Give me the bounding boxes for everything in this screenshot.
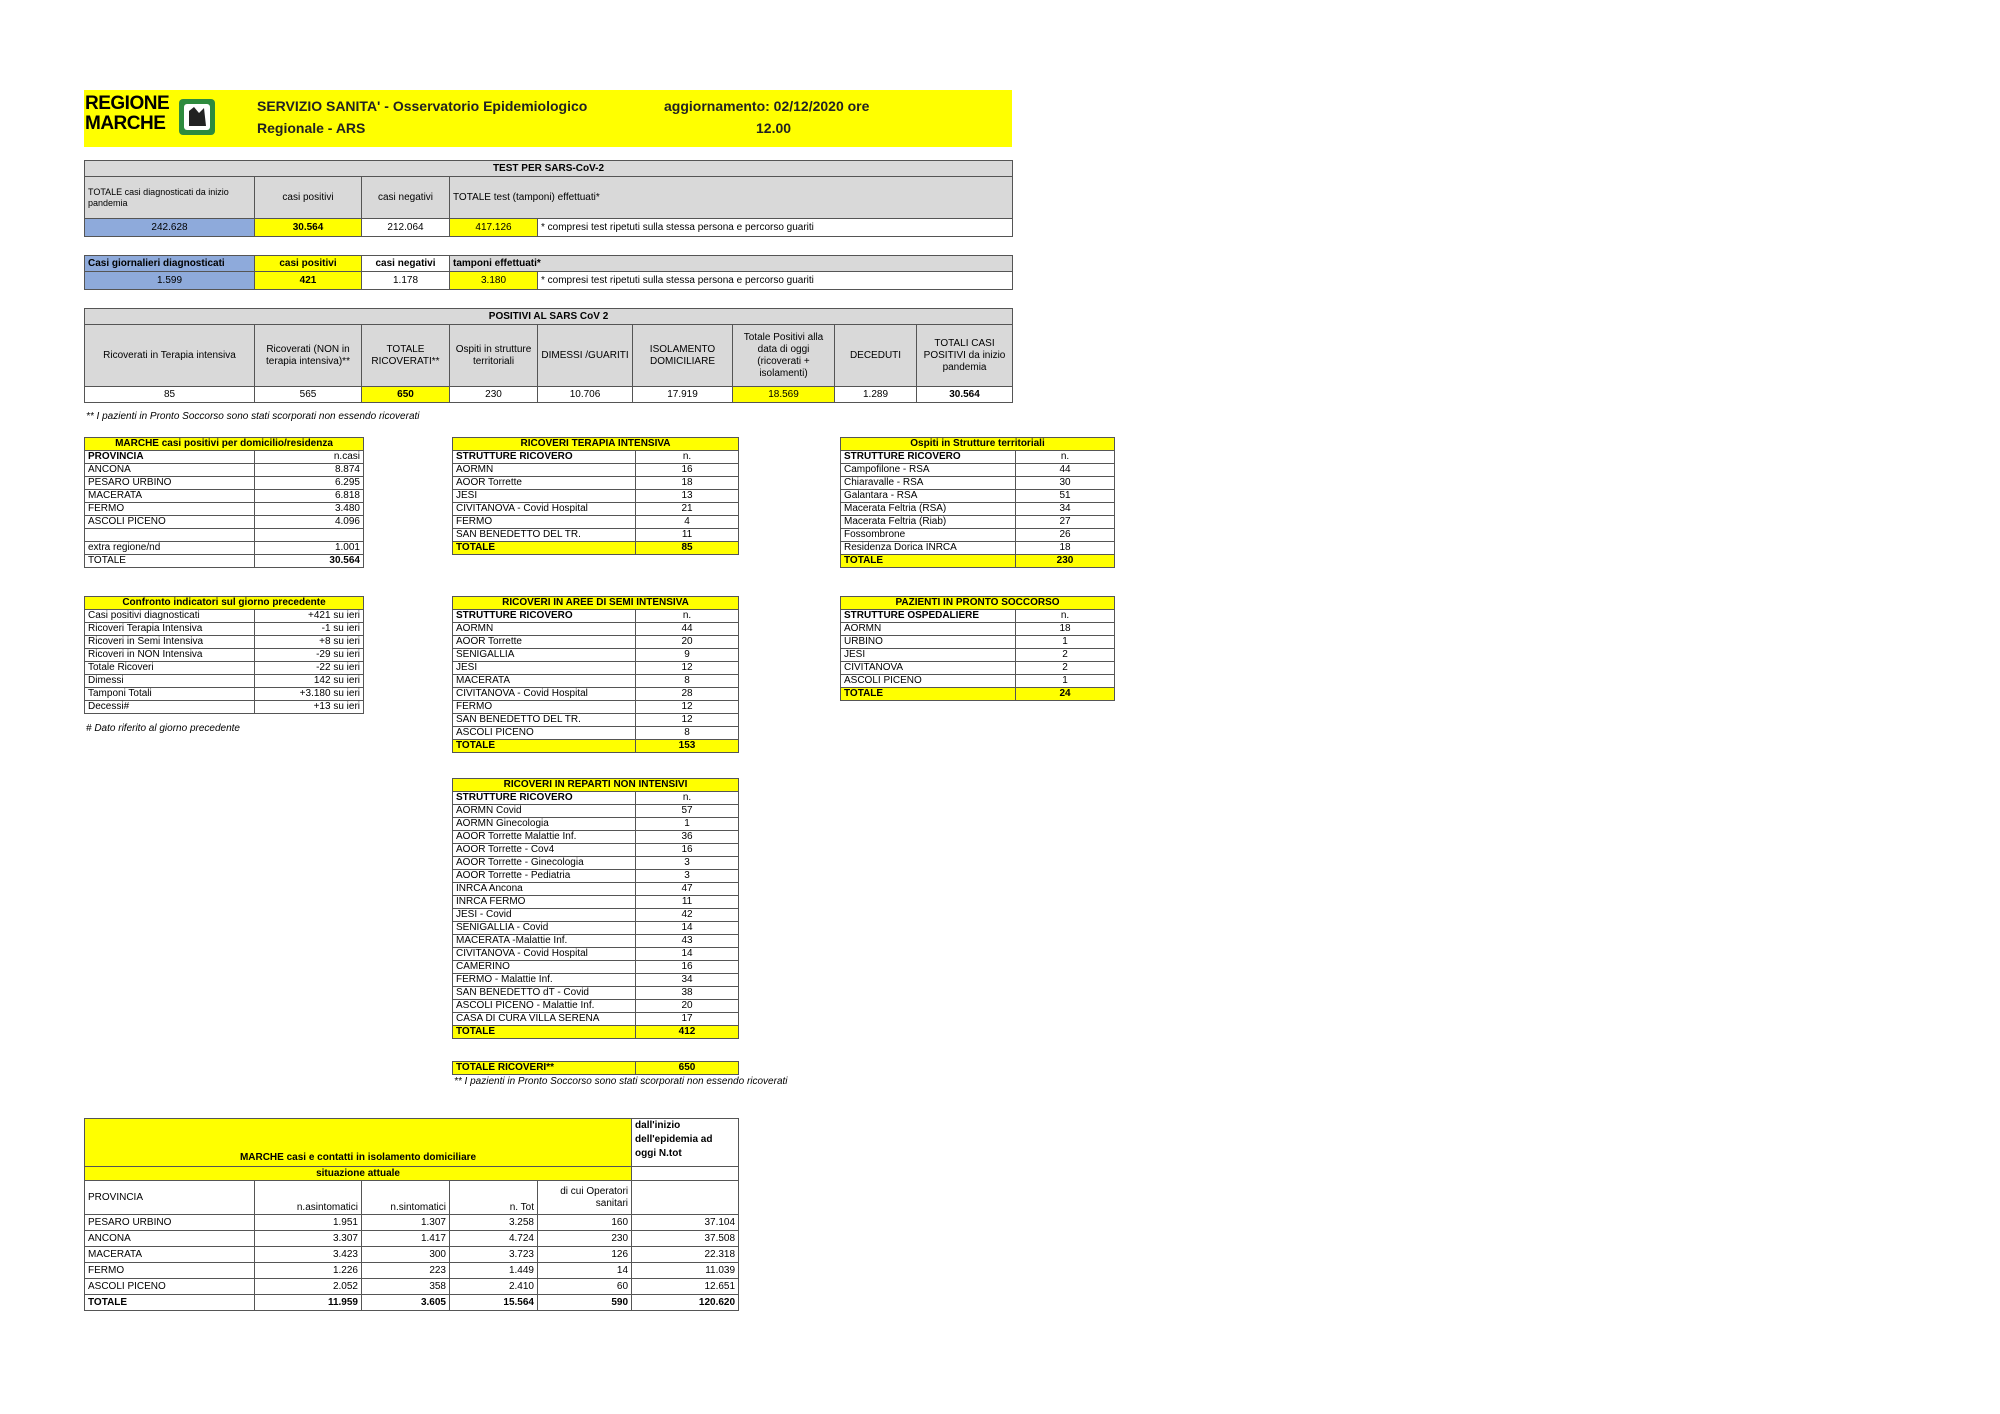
isolamento-header-tot: n. Tot — [450, 1181, 538, 1215]
test-header-negativi: casi negativi — [362, 177, 450, 219]
header-banner — [84, 90, 1012, 147]
table-row: ASCOLI PICENO 2.052 358 2.410 60 12.651 — [85, 1279, 739, 1295]
service-title-line1: SERVIZIO SANITA' - Osservatorio Epidemiologico — [257, 98, 588, 114]
table-row: AORMN 16 — [453, 464, 739, 477]
daily-value-casi: 1.599 — [85, 272, 255, 290]
table-row: Ricoveri in Semi Intensiva +8 su ieri — [85, 636, 364, 649]
table-row: AORMN Covid 57 — [453, 805, 739, 818]
table-row-total: TOTALE 85 — [453, 542, 739, 555]
table-row: INRCA Ancona 47 — [453, 883, 739, 896]
isolamento-right-header: dall'inizio dell'epidemia ad oggi N.tot — [632, 1119, 739, 1167]
table-row: AOOR Torrette 18 — [453, 477, 739, 490]
daily-header-positivi: casi positivi — [255, 256, 362, 272]
table-row: SENIGALLIA 9 — [453, 649, 739, 662]
positivi-header-totale-ricoverati: TOTALE RICOVERATI** — [362, 325, 450, 387]
table-row: FERMO 4 — [453, 516, 739, 529]
region-logo — [85, 92, 225, 144]
table-row: FERMO 1.226 223 1.449 14 11.039 — [85, 1263, 739, 1279]
table-row-total: TOTALE 153 — [453, 740, 739, 753]
table-row: JESI 2 — [841, 649, 1115, 662]
confronto-table-title: Confronto indicatori sul giorno precedente — [85, 597, 364, 610]
ospiti-header-n: n. — [1016, 451, 1115, 464]
table-row: AOOR Torrette - Ginecologia 3 — [453, 857, 739, 870]
table-row: Campofilone - RSA 44 — [841, 464, 1115, 477]
test-value-tamponi: 417.126 — [450, 219, 538, 237]
table-row: INRCA FERMO 11 — [453, 896, 739, 909]
table-row: CIVITANOVA - Covid Hospital 14 — [453, 948, 739, 961]
totale-ricoveri-label: TOTALE RICOVERI** — [453, 1062, 636, 1075]
table-row: CIVITANOVA - Covid Hospital 28 — [453, 688, 739, 701]
table-row: MACERATA 3.423 300 3.723 126 22.318 — [85, 1247, 739, 1263]
table-row: JESI - Covid 42 — [453, 909, 739, 922]
test-header-tamponi: TOTALE test (tamponi) effettuati* — [450, 177, 1013, 219]
table-row: MACERATA 8 — [453, 675, 739, 688]
positivi-value-ospiti: 230 — [450, 387, 538, 403]
ospiti-header-strutture: STRUTTURE RICOVERO — [841, 451, 1016, 464]
service-title-line2: Regionale - ARS — [257, 120, 366, 136]
totale-ricoveri-table — [452, 1061, 739, 1075]
daily-header-negativi: casi negativi — [362, 256, 450, 272]
test-header-totale: TOTALE casi diagnosticati da inizio pandemia — [85, 177, 255, 219]
positivi-header-deceduti: DECEDUTI — [835, 325, 917, 387]
table-row: AOOR Torrette - Pediatria 3 — [453, 870, 739, 883]
update-line1: aggiornamento: 02/12/2020 ore — [664, 98, 870, 114]
positivi-note: ** I pazienti in Pronto Soccorso sono stati scorporati non essendo ricoverati — [86, 411, 420, 422]
positivi-value-totale-positivi: 18.569 — [733, 387, 835, 403]
province-table-title: MARCHE casi positivi per domicilio/residenza — [85, 438, 364, 451]
table-row: ANCONA 8.874 — [85, 464, 364, 477]
table-row: MACERATA -Malattie Inf. 43 — [453, 935, 739, 948]
table-row: Totale Ricoveri -22 su ieri — [85, 662, 364, 675]
positivi-value-totali-casi: 30.564 — [917, 387, 1013, 403]
table-row: SENIGALLIA - Covid 14 — [453, 922, 739, 935]
daily-value-negativi: 1.178 — [362, 272, 450, 290]
test-table-title: TEST PER SARS-CoV-2 — [85, 161, 1013, 177]
positivi-value-totale-ricoverati: 650 — [362, 387, 450, 403]
positivi-table-title: POSITIVI AL SARS CoV 2 — [85, 309, 1013, 325]
ti-table — [452, 437, 739, 555]
daily-value-tamponi: 3.180 — [450, 272, 538, 290]
isolamento-title: MARCHE casi e contatti in isolamento domiciliare — [85, 1119, 632, 1167]
table-row-total: TOTALE 30.564 — [85, 555, 364, 568]
table-row: JESI 12 — [453, 662, 739, 675]
table-row: Casi positivi diagnosticati +421 su ieri — [85, 610, 364, 623]
test-table — [84, 160, 1013, 237]
table-row: Macerata Feltria (RSA) 34 — [841, 503, 1115, 516]
positivi-header-dimessi: DIMESSI /GUARITI — [538, 325, 633, 387]
table-row-total: TOTALE 230 — [841, 555, 1115, 568]
isolamento-header-oper: di cui Operatori sanitari — [538, 1181, 632, 1215]
confronto-note: # Dato riferito al giorno precedente — [86, 723, 240, 734]
table-row: SAN BENEDETTO dT - Covid 38 — [453, 987, 739, 1000]
table-row: Residenza Dorica INRCA 18 — [841, 542, 1115, 555]
table-row: Tamponi Totali +3.180 su ieri — [85, 688, 364, 701]
positivi-header-ti: Ricoverati in Terapia intensiva — [85, 325, 255, 387]
table-row: CASA DI CURA VILLA SERENA 17 — [453, 1013, 739, 1026]
table-row: Ricoveri in NON Intensiva -29 su ieri — [85, 649, 364, 662]
positivi-header-non-ti: Ricoverati (NON in terapia intensiva)** — [255, 325, 362, 387]
table-row: MACERATA 6.818 — [85, 490, 364, 503]
semi-header-strutture: STRUTTURE RICOVERO — [453, 610, 636, 623]
ps-table — [840, 596, 1115, 701]
isolamento-subtitle: situazione attuale — [85, 1167, 632, 1181]
province-header-n: n.casi — [255, 451, 364, 464]
nonint-header-strutture: STRUTTURE RICOVERO — [453, 792, 636, 805]
isolamento-table — [84, 1118, 739, 1311]
province-header-provincia: PROVINCIA — [85, 451, 255, 464]
table-row: AOOR Torrette 20 — [453, 636, 739, 649]
table-row-total: TOTALE 24 — [841, 688, 1115, 701]
table-row: AOOR Torrette Malattie Inf. 36 — [453, 831, 739, 844]
semi-header-n: n. — [636, 610, 739, 623]
totale-ricoveri-note: ** I pazienti in Pronto Soccorso sono stati scorporati non essendo ricoverati — [454, 1076, 788, 1087]
positivi-value-isolamento: 17.919 — [633, 387, 733, 403]
isolamento-header-sint: n.sintomatici — [362, 1181, 450, 1215]
positivi-header-ospiti: Ospiti in strutture territoriali — [450, 325, 538, 387]
table-row: Galantara - RSA 51 — [841, 490, 1115, 503]
table-row: FERMO 12 — [453, 701, 739, 714]
positivi-header-totali-casi: TOTALI CASI POSITIVI da inizio pandemia — [917, 325, 1013, 387]
table-row: SAN BENEDETTO DEL TR. 12 — [453, 714, 739, 727]
table-row: FERMO - Malattie Inf. 34 — [453, 974, 739, 987]
table-row: AOOR Torrette - Cov4 16 — [453, 844, 739, 857]
table-row: ASCOLI PICENO 1 — [841, 675, 1115, 688]
test-value-totale: 242.628 — [85, 219, 255, 237]
table-row: ASCOLI PICENO 8 — [453, 727, 739, 740]
ti-header-n: n. — [636, 451, 739, 464]
totale-ricoveri-value: 650 — [636, 1062, 739, 1075]
table-row-total: TOTALE 11.959 3.605 15.564 590 120.620 — [85, 1295, 739, 1311]
table-row: AORMN Ginecologia 1 — [453, 818, 739, 831]
table-row: Ricoveri Terapia Intensiva -1 su ieri — [85, 623, 364, 636]
table-row: AORMN 44 — [453, 623, 739, 636]
region-emblem-icon — [177, 97, 217, 137]
isolamento-header-provincia: PROVINCIA — [85, 1181, 255, 1215]
table-row: AORMN 18 — [841, 623, 1115, 636]
logo-line2: MARCHE — [85, 113, 166, 134]
ospiti-table — [840, 437, 1115, 568]
table-row: Chiaravalle - RSA 30 — [841, 477, 1115, 490]
daily-header-casi: Casi giornalieri diagnosticati — [85, 256, 255, 272]
test-header-positivi: casi positivi — [255, 177, 362, 219]
semi-table-title: RICOVERI IN AREE DI SEMI INTENSIVA — [453, 597, 739, 610]
table-row: FERMO 3.480 — [85, 503, 364, 516]
daily-note: * compresi test ripetuti sulla stessa persona e percorso guariti — [538, 272, 1013, 290]
table-row: SAN BENEDETTO DEL TR. 11 — [453, 529, 739, 542]
table-row: PESARO URBINO 6.295 — [85, 477, 364, 490]
isolamento-header-asint: n.asintomatici — [255, 1181, 362, 1215]
table-row-extra: extra regione/nd 1.001 — [85, 542, 364, 555]
positivi-value-dimessi: 10.706 — [538, 387, 633, 403]
table-row: Macerata Feltria (Riab) 27 — [841, 516, 1115, 529]
table-row: ASCOLI PICENO 4.096 — [85, 516, 364, 529]
logo-line1: REGIONE — [85, 93, 170, 114]
update-line2: 12.00 — [756, 120, 792, 136]
table-row: CIVITANOVA - Covid Hospital 21 — [453, 503, 739, 516]
nonint-table — [452, 778, 739, 1039]
semi-table — [452, 596, 739, 753]
nonint-table-title: RICOVERI IN REPARTI NON INTENSIVI — [453, 779, 739, 792]
positivi-value-non-ti: 565 — [255, 387, 362, 403]
province-table — [84, 437, 364, 568]
ps-header-n: n. — [1016, 610, 1115, 623]
ospiti-table-title: Ospiti in Strutture territoriali — [841, 438, 1115, 451]
table-row: URBINO 1 — [841, 636, 1115, 649]
table-row: ANCONA 3.307 1.417 4.724 230 37.508 — [85, 1231, 739, 1247]
table-row: Dimessi 142 su ieri — [85, 675, 364, 688]
table-row: Fossombrone 26 — [841, 529, 1115, 542]
test-value-positivi: 30.564 — [255, 219, 362, 237]
table-row: JESI 13 — [453, 490, 739, 503]
table-row: PESARO URBINO 1.951 1.307 3.258 160 37.104 — [85, 1215, 739, 1231]
daily-table — [84, 255, 1013, 290]
table-row: CAMERINO 16 — [453, 961, 739, 974]
ps-header-strutture: STRUTTURE OSPEDALIERE — [841, 610, 1016, 623]
table-row: ASCOLI PICENO - Malattie Inf. 20 — [453, 1000, 739, 1013]
test-note: * compresi test ripetuti sulla stessa persona e percorso guariti — [538, 219, 1013, 237]
positivi-header-isolamento: ISOLAMENTO DOMICILIARE — [633, 325, 733, 387]
ps-table-title: PAZIENTI IN PRONTO SOCCORSO — [841, 597, 1115, 610]
daily-header-tamponi: tamponi effettuati* — [450, 256, 1013, 272]
table-row-total: TOTALE 412 — [453, 1026, 739, 1039]
table-row: CIVITANOVA 2 — [841, 662, 1115, 675]
blank-row — [85, 529, 364, 542]
nonint-header-n: n. — [636, 792, 739, 805]
daily-value-positivi: 421 — [255, 272, 362, 290]
table-row: Decessi# +13 su ieri — [85, 701, 364, 714]
positivi-table — [84, 308, 1013, 403]
ti-header-strutture: STRUTTURE RICOVERO — [453, 451, 636, 464]
test-value-negativi: 212.064 — [362, 219, 450, 237]
confronto-table — [84, 596, 364, 714]
positivi-value-ti: 85 — [85, 387, 255, 403]
positivi-value-deceduti: 1.289 — [835, 387, 917, 403]
positivi-header-totale-positivi: Totale Positivi alla data di oggi (ricoverati + isolamenti) — [733, 325, 835, 387]
ti-table-title: RICOVERI TERAPIA INTENSIVA — [453, 438, 739, 451]
